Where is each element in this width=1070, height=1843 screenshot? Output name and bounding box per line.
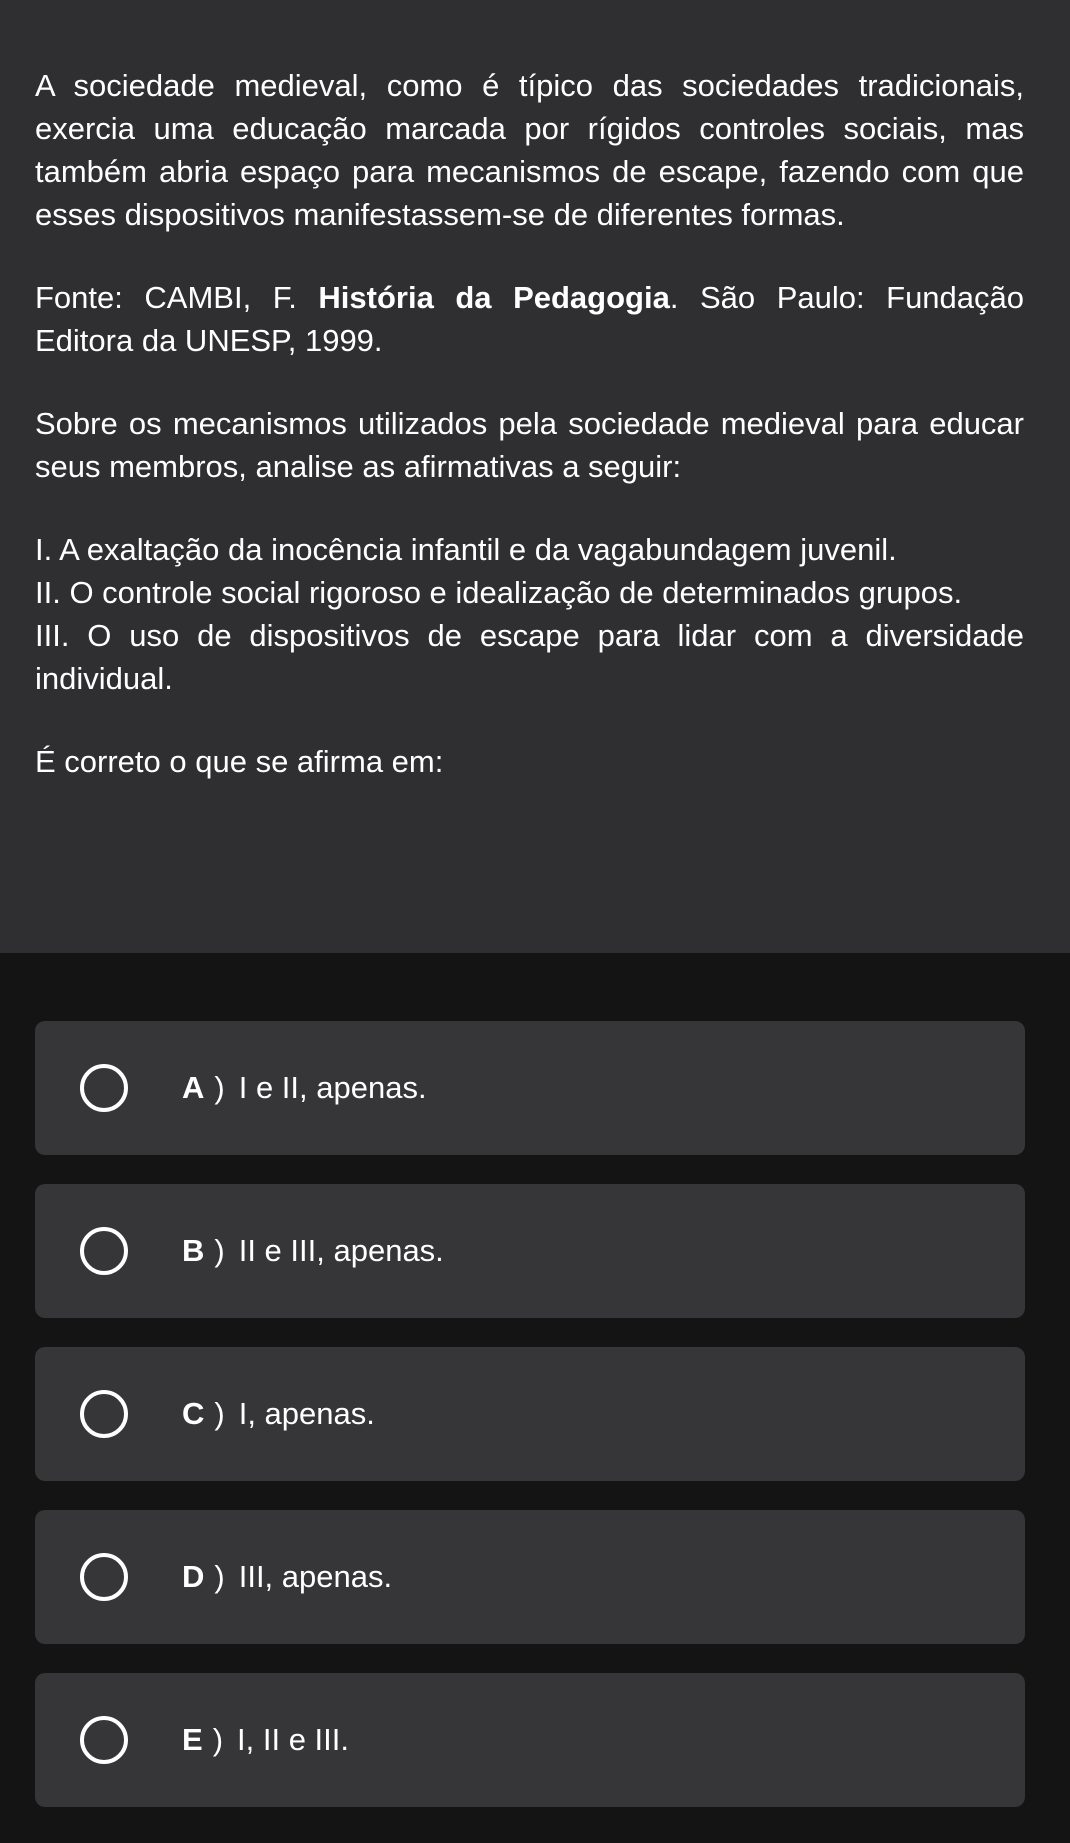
source-title: História da Pedagogia — [318, 280, 670, 315]
option-d-text — [182, 1510, 392, 1644]
statement-3: III. O uso de dispositivos de escape para lidar com a diversidade individual. — [35, 618, 1024, 696]
option-letter: E — [182, 1722, 203, 1757]
option-label: I e II, apenas. — [238, 1070, 427, 1105]
option-label: I, apenas. — [238, 1396, 375, 1431]
option-label: III, apenas. — [238, 1559, 393, 1594]
radio-unchecked-icon[interactable] — [80, 1064, 128, 1112]
option-b[interactable] — [35, 1184, 1025, 1318]
radio-unchecked-icon[interactable] — [80, 1390, 128, 1438]
question-closing: É correto o que se afirma em: — [35, 744, 444, 779]
radio-unchecked-icon[interactable] — [80, 1227, 128, 1275]
radio-unchecked-icon[interactable] — [80, 1553, 128, 1601]
option-paren: ) — [214, 1070, 225, 1105]
answer-options — [35, 1021, 1025, 1836]
source-suffix: . São Paulo: Fundação Editora da UNESP, 1999. — [35, 280, 1025, 358]
option-paren: ) — [214, 1233, 225, 1268]
statements-list — [35, 528, 1024, 700]
option-paren: ) — [212, 1722, 224, 1757]
question-intro: A sociedade medieval, como é típico das sociedades tradicionais, exercia uma educação marcada por rígidos controles sociais, mas também abria espaço para mecanismos de escape, fazendo com que esses dispositivos manifestassem-se de diferentes formas. — [35, 68, 1024, 232]
question-prompt: Sobre os mecanismos utilizados pela sociedade medieval para educar seus membros, analise as afirmativas a seguir: — [35, 406, 1024, 484]
option-a[interactable] — [35, 1021, 1025, 1155]
source-prefix: Fonte: CAMBI, F. — [35, 280, 319, 315]
option-label: II e III, apenas. — [238, 1233, 444, 1268]
option-letter: C — [182, 1396, 205, 1431]
option-e[interactable] — [35, 1673, 1025, 1807]
option-e-text — [182, 1673, 349, 1807]
option-c[interactable] — [35, 1347, 1025, 1481]
option-b-text — [182, 1184, 444, 1318]
radio-unchecked-icon[interactable] — [80, 1716, 128, 1764]
option-d[interactable] — [35, 1510, 1025, 1644]
statement-1: I. A exaltação da inocência infantil e da vagabundagem juvenil. — [35, 532, 897, 567]
option-a-text — [182, 1021, 427, 1155]
option-letter: B — [182, 1233, 205, 1268]
question-source — [35, 276, 1024, 362]
statement-2: II. O controle social rigoroso e idealização de determinados grupos. — [35, 575, 963, 610]
option-c-text — [182, 1347, 375, 1481]
option-letter: D — [182, 1559, 205, 1594]
option-paren: ) — [214, 1396, 225, 1431]
option-paren: ) — [214, 1559, 225, 1594]
option-letter: A — [182, 1070, 205, 1105]
option-label: I, II e III. — [237, 1722, 349, 1757]
